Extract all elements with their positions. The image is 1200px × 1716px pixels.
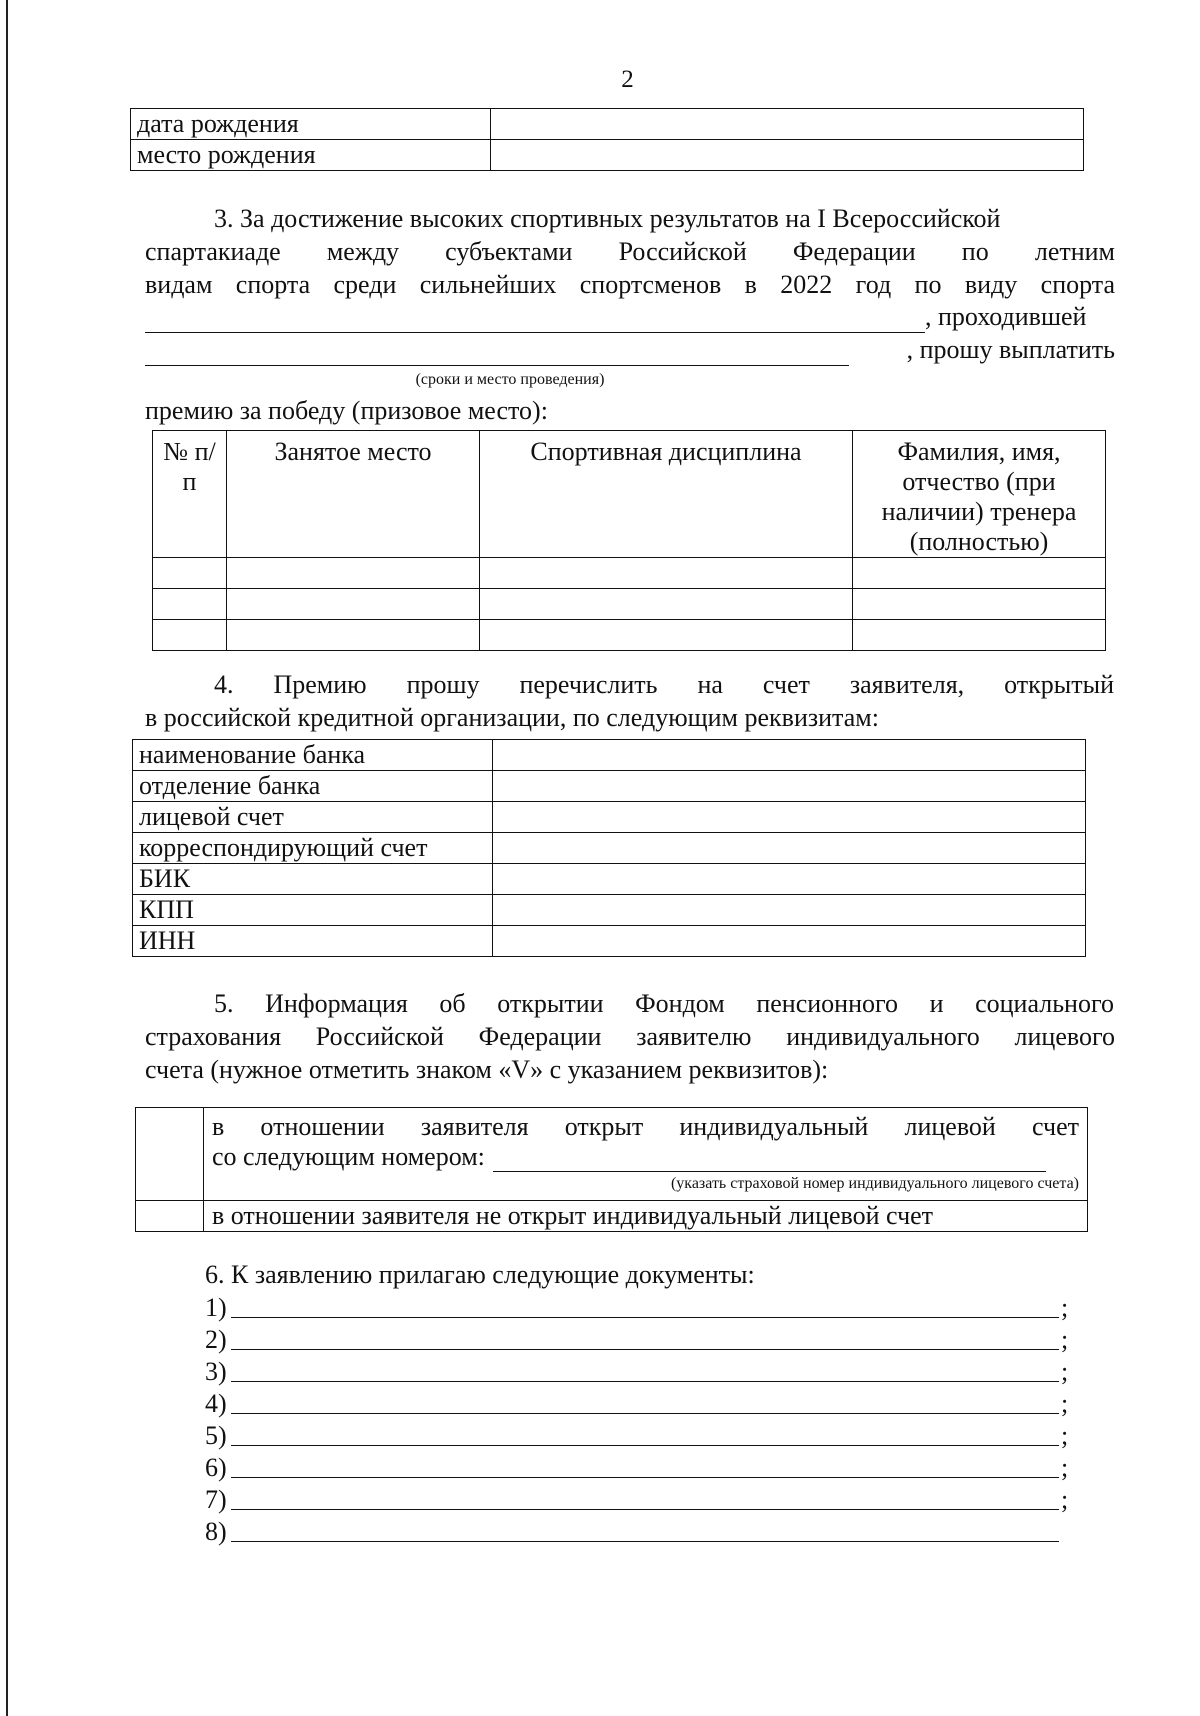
cell[interactable] (153, 589, 227, 620)
personal-info-table (130, 108, 1084, 171)
table-row (133, 740, 1086, 771)
table-row (133, 833, 1086, 864)
doc-item-number: 1) (205, 1293, 227, 1322)
cell[interactable] (227, 620, 480, 651)
cell[interactable] (227, 558, 480, 589)
doc-item (205, 1387, 1073, 1420)
opened-checkbox-cell[interactable] (136, 1108, 204, 1201)
doc-item-number: 8) (205, 1517, 227, 1546)
table-row (153, 558, 1106, 589)
opened-line2: со следующим номером: (212, 1142, 485, 1171)
cell[interactable] (853, 620, 1106, 651)
sport-type-blank[interactable] (145, 306, 925, 333)
not-opened-option: в отношении заявителя не открыт индивидуальный лицевой счет (204, 1201, 1088, 1232)
event-dates-suffix: , прошу выплатить (906, 335, 1115, 364)
section5-line1: 5. Информация об открытии Фондом пенсионного и социального (214, 989, 1114, 1018)
cell[interactable] (853, 558, 1106, 589)
event-dates-blank[interactable] (145, 339, 849, 366)
doc-item-end: ; (1061, 1389, 1069, 1418)
row-value[interactable] (493, 771, 1086, 802)
row-label: лицевой счет (133, 802, 493, 833)
section4-line1: 4. Премию прошу перечислить на счет заявителя, открытый (214, 670, 1114, 699)
row-value[interactable] (493, 802, 1086, 833)
cell[interactable] (853, 589, 1106, 620)
opened-caption: (указать страховой номер индивидуального лицевого счета) (670, 1175, 1079, 1192)
sport-type-suffix: , проходившей (925, 302, 1087, 331)
doc-item (205, 1515, 1073, 1548)
doc-item-blank[interactable] (231, 1508, 1059, 1510)
row-value[interactable] (493, 895, 1086, 926)
doc-item-end: ; (1061, 1485, 1069, 1514)
section3-line3: видам спорта среди сильнейших спортсменов в 2022 год по виду спорта (145, 270, 1115, 299)
event-dates-caption: (сроки и место проведения) (415, 371, 605, 388)
not-opened-checkbox-cell[interactable] (136, 1201, 204, 1232)
section6-title: 6. К заявлению прилагаю следующие документы: (205, 1260, 755, 1289)
cell[interactable] (227, 589, 480, 620)
doc-item-number: 6) (205, 1453, 227, 1482)
table-row (133, 926, 1086, 957)
doc-item (205, 1483, 1073, 1516)
row-label: ИНН (133, 926, 493, 957)
row-value[interactable] (493, 864, 1086, 895)
section5-line3: счета (нужное отметить знаком «V» с указанием реквизитов): (145, 1055, 829, 1084)
table-row (133, 771, 1086, 802)
table-row (136, 1108, 1088, 1201)
doc-item-end: ; (1061, 1421, 1069, 1450)
table-row (136, 1201, 1088, 1232)
opened-number-line (212, 1142, 1079, 1172)
sport-type-line (145, 300, 1115, 333)
row-label: КПП (133, 895, 493, 926)
doc-item-end: ; (1061, 1293, 1069, 1322)
doc-item (205, 1355, 1073, 1388)
cell[interactable] (480, 589, 853, 620)
doc-item-end: ; (1061, 1453, 1069, 1482)
header-number: № п/п (153, 431, 227, 558)
doc-item-number: 5) (205, 1421, 227, 1450)
doc-item-blank[interactable] (231, 1348, 1059, 1350)
section3-line1: 3. За достижение высоких спортивных результатов на I Всероссийской (214, 204, 1001, 233)
bank-details-table (132, 739, 1086, 957)
row-value[interactable] (493, 926, 1086, 957)
prize-table (152, 430, 1106, 651)
cell[interactable] (153, 620, 227, 651)
doc-item-blank[interactable] (231, 1540, 1059, 1542)
event-dates-line (145, 333, 1115, 366)
doc-item-number: 7) (205, 1485, 227, 1514)
section3-line2: спартакиаде между субъектами Российской Федерации по летним (145, 237, 1115, 266)
table-header-row (153, 431, 1106, 558)
row-label: корреспондирующий счет (133, 833, 493, 864)
opened-option (204, 1108, 1088, 1201)
table-row (131, 109, 1084, 140)
doc-item (205, 1291, 1073, 1324)
table-row (153, 620, 1106, 651)
header-place: Занятое место (227, 431, 480, 558)
row-value[interactable] (491, 109, 1084, 140)
doc-item-number: 4) (205, 1389, 227, 1418)
opened-line1: в отношении заявителя открыт индивидуальный лицевой счет (212, 1112, 1079, 1141)
doc-item-number: 2) (205, 1325, 227, 1354)
cell[interactable] (480, 558, 853, 589)
row-label: БИК (133, 864, 493, 895)
row-label: отделение банка (133, 771, 493, 802)
doc-item-end: ; (1061, 1325, 1069, 1354)
doc-item-blank[interactable] (231, 1412, 1059, 1414)
doc-item-end: ; (1061, 1357, 1069, 1386)
table-row (133, 802, 1086, 833)
table-row (133, 895, 1086, 926)
scan-edge-line (6, 0, 8, 1716)
account-options-table (135, 1107, 1088, 1232)
header-discipline: Спортивная дисциплина (480, 431, 853, 558)
doc-item-blank[interactable] (231, 1476, 1059, 1478)
section5-line2: страхования Российской Федерации заявителю индивидуального лицевого (145, 1022, 1115, 1051)
row-label: место рождения (131, 140, 491, 171)
insurance-number-blank[interactable] (493, 1147, 1046, 1172)
header-coach: Фамилия, имя, отчество (при наличии) тренера (полностью) (853, 431, 1106, 558)
cell[interactable] (480, 620, 853, 651)
row-label: дата рождения (131, 109, 491, 140)
doc-item-blank[interactable] (231, 1380, 1059, 1382)
page-number: 2 (621, 66, 634, 93)
doc-item (205, 1451, 1073, 1484)
section4-line2: в российской кредитной организации, по следующим реквизитам: (145, 703, 879, 732)
doc-item-blank[interactable] (231, 1444, 1059, 1446)
doc-item (205, 1323, 1073, 1356)
row-value[interactable] (493, 833, 1086, 864)
row-label: наименование банка (133, 740, 493, 771)
row-value[interactable] (493, 740, 1086, 771)
table-row (131, 140, 1084, 171)
table-row (153, 589, 1106, 620)
row-value[interactable] (491, 140, 1084, 171)
table-row (133, 864, 1086, 895)
cell[interactable] (153, 558, 227, 589)
doc-item-number: 3) (205, 1357, 227, 1386)
doc-item-blank[interactable] (231, 1316, 1059, 1318)
doc-item (205, 1419, 1073, 1452)
section3-line6: премию за победу (призовое место): (145, 396, 548, 425)
